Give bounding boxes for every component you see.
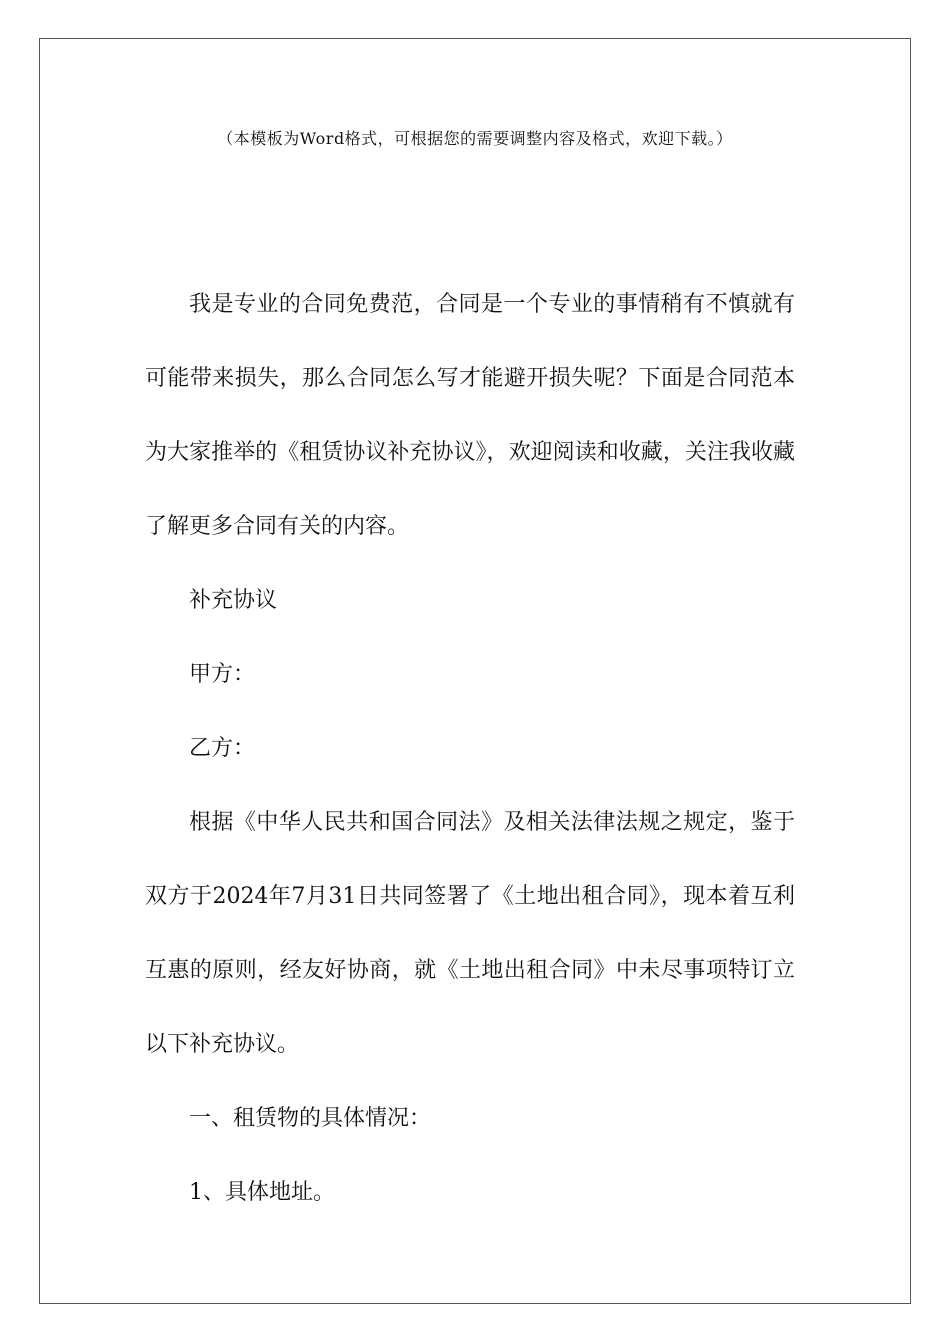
clause-1-1: 1、具体地址。 <box>189 1180 335 1205</box>
template-notice: （本模板为Word格式，可根据您的需要调整内容及格式，欢迎下载。） <box>217 129 733 148</box>
party-a-label: 甲方： <box>189 662 256 687</box>
basis-paragraph: 根据《中华人民共和国合同法》及相关法律法规之规定，鉴于双方于2024年7月31日共同签署了《土地出租合同》，现本着互利互惠的原则，经友好协商，就《土地出租合同》中未尽事项特订立以下补充协议。 <box>145 810 795 1057</box>
intro-paragraph: 我是专业的合同免费范，合同是一个专业的事情稍有不慎就有可能带来损失，那么合同怎么写才能避开损失呢？下面是合同范本为大家推举的《租赁协议补充协议》，欢迎阅读和收藏，关注我收藏了解更多合同有关的内容。 <box>145 292 795 539</box>
party-b-label: 乙方： <box>189 736 256 761</box>
document-body <box>145 268 795 1230</box>
section-heading-1: 一、租赁物的具体情况： <box>189 1106 432 1131</box>
agreement-title: 补充协议 <box>189 588 278 613</box>
